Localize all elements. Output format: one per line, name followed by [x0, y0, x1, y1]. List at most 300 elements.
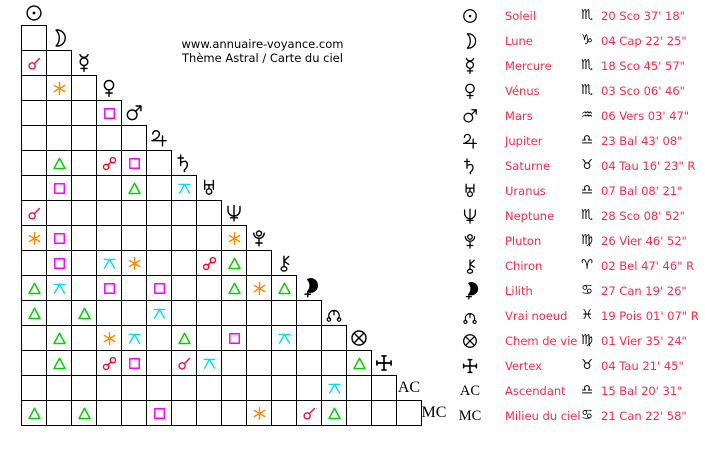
- trine-aspect-icon: [52, 331, 67, 346]
- diagonal-planet-cell: [171, 150, 197, 176]
- aspect-cell: [196, 200, 222, 226]
- mercury-icon: [461, 57, 479, 75]
- diagonal-planet-cell: [246, 225, 272, 251]
- planet-name: Pluton: [505, 234, 542, 248]
- trine-aspect-icon: [352, 356, 367, 371]
- planet-name: Uranus: [505, 184, 546, 198]
- trine-aspect-icon: [177, 331, 192, 346]
- moon-icon: [461, 32, 479, 50]
- planet-row: [455, 153, 705, 179]
- planet-glyph-cell: [455, 384, 485, 399]
- square-aspect-icon: [52, 231, 67, 246]
- vertex-icon: [461, 357, 479, 375]
- jupiter-icon: [149, 128, 169, 148]
- sextile-aspect-icon: [102, 331, 117, 346]
- planet-row: [455, 3, 705, 29]
- planet-name: Vrai noeud: [505, 309, 568, 323]
- zodiac-sign-icon: ♏: [580, 207, 594, 224]
- aspect-cell: [71, 400, 97, 426]
- planet-name: Lune: [505, 34, 533, 48]
- node-icon: [461, 307, 479, 325]
- square-aspect-icon: [152, 281, 167, 296]
- aspect-cell: [296, 375, 322, 401]
- zodiac-sign-icon: ♒: [580, 107, 594, 124]
- conjunction-aspect-icon: [302, 406, 317, 421]
- planet-glyph-cell: [455, 257, 485, 275]
- aspect-cell: [21, 175, 47, 201]
- planet-position: 15 Bal 20' 31": [601, 384, 683, 398]
- vertex-icon: [374, 353, 394, 373]
- aspect-cell: [21, 75, 47, 101]
- aspect-cell: [121, 325, 147, 351]
- diagonal-planet-cell: [396, 375, 422, 401]
- sextile-aspect-icon: [127, 256, 142, 271]
- zodiac-sign-icon: ♓: [580, 307, 594, 324]
- aspect-cell: [196, 325, 222, 351]
- zodiac-sign-icon: ♋: [580, 407, 594, 424]
- aspect-cell: [21, 25, 47, 51]
- aspect-cell: [196, 350, 222, 376]
- planet-glyph-cell: [455, 107, 485, 125]
- planet-position: 04 Cap 22' 25": [601, 34, 687, 48]
- aspect-cell: [196, 300, 222, 326]
- aspect-cell: [21, 350, 47, 376]
- aspect-cell: [71, 150, 97, 176]
- neptune-icon: [461, 207, 479, 225]
- aspect-cell: [21, 400, 47, 426]
- zodiac-sign-icon: ♉: [580, 357, 594, 374]
- opposition-aspect-icon: [102, 356, 117, 371]
- square-aspect-icon: [52, 256, 67, 271]
- uranus-icon: [461, 182, 479, 200]
- planet-row: [455, 178, 705, 204]
- planet-position: 18 Sco 45' 57": [601, 59, 685, 73]
- aspect-cell: [46, 375, 72, 401]
- zodiac-sign-icon: ♈: [580, 257, 594, 274]
- diagonal-planet-cell: [271, 250, 297, 276]
- planet-name: Mercure: [505, 59, 552, 73]
- aspect-cell: [96, 125, 122, 151]
- aspect-cell: [321, 350, 347, 376]
- planet-name: Neptune: [505, 209, 555, 223]
- diagonal-planet-cell: [121, 100, 147, 126]
- aspect-cell: [21, 300, 47, 326]
- planet-positions-panel: [455, 0, 705, 450]
- aspect-cell: [46, 50, 72, 76]
- aspect-cell: [46, 275, 72, 301]
- aspect-cell: [121, 275, 147, 301]
- zodiac-sign-icon: ♎: [580, 132, 594, 149]
- aspect-cell: [221, 225, 247, 251]
- trine-aspect-icon: [127, 181, 142, 196]
- aspect-cell: [171, 300, 197, 326]
- conjunction-aspect-icon: [177, 356, 192, 371]
- neptune-icon: [224, 203, 244, 223]
- aspect-cell: [46, 300, 72, 326]
- aspect-cell: [46, 400, 72, 426]
- aspect-cell: [221, 325, 247, 351]
- aspect-cell: [146, 350, 172, 376]
- aspect-cell: [196, 225, 222, 251]
- square-aspect-icon: [127, 156, 142, 171]
- planet-position: 21 Can 22' 58": [601, 409, 687, 423]
- aspect-cell: [321, 375, 347, 401]
- planet-glyph-cell: [455, 182, 485, 200]
- midheaven-label: MC: [421, 404, 447, 421]
- aspect-cell: [46, 325, 72, 351]
- aspect-cell: [221, 375, 247, 401]
- aspect-cell: [46, 225, 72, 251]
- aspect-cell: [121, 225, 147, 251]
- sextile-aspect-icon: [252, 281, 267, 296]
- planet-position: 28 Sco 08' 52": [601, 209, 685, 223]
- planet-glyph-cell: [455, 282, 485, 300]
- diagonal-planet-cell: [21, 0, 47, 26]
- quincunx-aspect-icon: [152, 306, 167, 321]
- zodiac-sign-icon: ♏: [580, 82, 594, 99]
- conjunction-aspect-icon: [27, 56, 42, 71]
- planet-name: Lilith: [505, 284, 533, 298]
- aspect-cell: [296, 325, 322, 351]
- planet-row: [455, 203, 705, 229]
- planet-name: Vertex: [505, 359, 542, 373]
- aspect-cell: [46, 75, 72, 101]
- aspect-cell: [46, 100, 72, 126]
- zodiac-sign-icon: ♏: [580, 57, 594, 74]
- diagonal-planet-cell: [196, 175, 222, 201]
- uranus-icon: [199, 178, 219, 198]
- planet-name: Jupiter: [505, 134, 543, 148]
- aspect-cell: [96, 225, 122, 251]
- aspect-cell: [46, 125, 72, 151]
- aspect-cell: [196, 400, 222, 426]
- lifepath-icon: [461, 332, 479, 350]
- aspect-cell: [121, 125, 147, 151]
- aspect-cell: [21, 50, 47, 76]
- aspect-cell: [71, 250, 97, 276]
- trine-aspect-icon: [327, 406, 342, 421]
- pluto-icon: [461, 232, 479, 250]
- aspect-cell: [221, 300, 247, 326]
- sextile-aspect-icon: [252, 406, 267, 421]
- aspect-cell: [246, 300, 272, 326]
- aspect-cell: [196, 275, 222, 301]
- lifepath-icon: [349, 328, 369, 348]
- aspect-cell: [171, 175, 197, 201]
- aspect-cell: [71, 350, 97, 376]
- planet-position: 04 Tau 21' 45": [601, 359, 684, 373]
- aspect-cell: [246, 375, 272, 401]
- aspect-cell: [21, 275, 47, 301]
- diagonal-planet-cell: [421, 400, 447, 426]
- planet-row: [455, 228, 705, 254]
- aspect-cell: [371, 375, 397, 401]
- aspect-cell: [121, 250, 147, 276]
- aspect-cell: [96, 300, 122, 326]
- moon-icon: [49, 28, 69, 48]
- planet-row: [455, 53, 705, 79]
- trine-aspect-icon: [77, 406, 92, 421]
- aspect-cell: [96, 250, 122, 276]
- diagonal-planet-cell: [71, 50, 97, 76]
- aspect-cell: [46, 200, 72, 226]
- aspect-cell: [46, 250, 72, 276]
- square-aspect-icon: [127, 356, 142, 371]
- aspect-cell: [321, 400, 347, 426]
- aspect-cell: [246, 325, 272, 351]
- venus-icon: [99, 78, 119, 98]
- aspect-cell: [96, 275, 122, 301]
- aspect-cell: [196, 250, 222, 276]
- lilith-icon: [461, 282, 479, 300]
- aspect-cell: [196, 375, 222, 401]
- trine-aspect-icon: [227, 281, 242, 296]
- aspect-cell: [21, 200, 47, 226]
- planet-position: 27 Can 19' 26": [601, 284, 687, 298]
- planet-position: 06 Vers 03' 47": [601, 109, 690, 123]
- opposition-aspect-icon: [102, 156, 117, 171]
- venus-icon: [461, 82, 479, 100]
- square-aspect-icon: [102, 281, 117, 296]
- planet-name: Saturne: [505, 159, 551, 173]
- aspect-cell: [146, 250, 172, 276]
- aspect-cell: [171, 400, 197, 426]
- aspect-cell: [246, 275, 272, 301]
- aspect-cell: [71, 75, 97, 101]
- aspect-cell: [71, 175, 97, 201]
- aspect-cell: [346, 350, 372, 376]
- quincunx-aspect-icon: [202, 356, 217, 371]
- aspect-cell: [246, 250, 272, 276]
- aspect-cell: [146, 325, 172, 351]
- planet-glyph-cell: [455, 7, 485, 25]
- planet-glyph-cell: [455, 307, 485, 325]
- aspect-cell: [296, 350, 322, 376]
- aspect-cell: [371, 400, 397, 426]
- aspect-cell: [271, 300, 297, 326]
- aspect-cell: [21, 100, 47, 126]
- aspect-cell: [146, 225, 172, 251]
- planet-glyph-cell: [455, 157, 485, 175]
- site-url: www.annuaire-voyance.com: [181, 37, 344, 51]
- aspect-cell: [121, 375, 147, 401]
- planet-glyph-cell: [455, 332, 485, 350]
- diagonal-planet-cell: [346, 325, 372, 351]
- diagonal-planet-cell: [296, 275, 322, 301]
- trine-aspect-icon: [52, 156, 67, 171]
- aspect-cell: [171, 250, 197, 276]
- planet-row: [455, 403, 705, 429]
- aspect-cell: [246, 350, 272, 376]
- aspect-cell: [246, 400, 272, 426]
- aspect-cell: [171, 275, 197, 301]
- aspect-cell: [121, 350, 147, 376]
- trine-aspect-icon: [77, 306, 92, 321]
- aspect-cell: [46, 150, 72, 176]
- planet-glyph-cell: [455, 357, 485, 375]
- aspect-cell: [146, 200, 172, 226]
- planet-name: Soleil: [505, 9, 536, 23]
- aspect-cell: [96, 325, 122, 351]
- aspect-cell: [146, 175, 172, 201]
- aspect-cell: [296, 300, 322, 326]
- aspect-cell: [96, 400, 122, 426]
- aspect-cell: [71, 200, 97, 226]
- aspect-cell: [146, 150, 172, 176]
- trine-aspect-icon: [227, 256, 242, 271]
- trine-aspect-icon: [277, 281, 292, 296]
- midheaven-label: MC: [458, 407, 482, 424]
- diagonal-planet-cell: [146, 125, 172, 151]
- diagonal-planet-cell: [96, 75, 122, 101]
- planet-position: 26 Vier 46' 52": [601, 234, 687, 248]
- aspect-cell: [146, 300, 172, 326]
- aspect-cell: [271, 375, 297, 401]
- conjunction-aspect-icon: [27, 206, 42, 221]
- aspect-cell: [271, 325, 297, 351]
- aspect-cell: [171, 375, 197, 401]
- aspect-cell: [146, 275, 172, 301]
- aspect-cell: [21, 150, 47, 176]
- planet-glyph-cell: [455, 207, 485, 225]
- aspect-cell: [96, 200, 122, 226]
- trine-aspect-icon: [52, 356, 67, 371]
- aspect-cell: [21, 375, 47, 401]
- title-block: [150, 37, 375, 65]
- quincunx-aspect-icon: [52, 281, 67, 296]
- planet-name: Mars: [505, 109, 533, 123]
- planet-position: 02 Bel 47' 46" R: [601, 259, 695, 273]
- square-aspect-icon: [152, 406, 167, 421]
- node-icon: [324, 303, 344, 323]
- planet-position: 23 Bal 43' 08": [601, 134, 683, 148]
- planet-row: [455, 378, 705, 404]
- planet-row: [455, 78, 705, 104]
- planet-row: [455, 103, 705, 129]
- aspect-cell: [221, 275, 247, 301]
- mars-icon: [124, 103, 144, 123]
- chiron-icon: [461, 257, 479, 275]
- zodiac-sign-icon: ♑: [580, 32, 594, 49]
- aspect-cell: [121, 200, 147, 226]
- diagonal-planet-cell: [371, 350, 397, 376]
- aspect-cell: [221, 400, 247, 426]
- aspect-cell: [121, 400, 147, 426]
- aspect-cell: [221, 350, 247, 376]
- chart-subtitle: Thème Astral / Carte du ciel: [182, 51, 343, 65]
- planet-name: Chiron: [505, 259, 543, 273]
- aspect-cell: [346, 375, 372, 401]
- jupiter-icon: [461, 132, 479, 150]
- planet-glyph-cell: [455, 409, 485, 424]
- aspect-cell: [71, 225, 97, 251]
- planet-row: [455, 128, 705, 154]
- aspect-cell: [21, 225, 47, 251]
- planet-name: Ascendant: [505, 384, 566, 398]
- sextile-aspect-icon: [52, 81, 67, 96]
- saturn-icon: [174, 153, 194, 173]
- aspect-cell: [46, 350, 72, 376]
- aspect-cell: [271, 350, 297, 376]
- aspect-cell: [221, 250, 247, 276]
- planet-glyph-cell: [455, 82, 485, 100]
- quincunx-aspect-icon: [277, 331, 292, 346]
- trine-aspect-icon: [27, 306, 42, 321]
- planet-row: [455, 303, 705, 329]
- planet-glyph-cell: [455, 57, 485, 75]
- aspect-cell: [271, 400, 297, 426]
- aspect-cell: [271, 275, 297, 301]
- aspect-cell: [171, 325, 197, 351]
- sun-icon: [461, 7, 479, 25]
- aspect-cell: [96, 150, 122, 176]
- aspect-cell: [296, 400, 322, 426]
- planet-row: [455, 253, 705, 279]
- trine-aspect-icon: [27, 281, 42, 296]
- pluto-icon: [249, 228, 269, 248]
- aspect-cell: [171, 200, 197, 226]
- quincunx-aspect-icon: [102, 256, 117, 271]
- trine-aspect-icon: [27, 406, 42, 421]
- aspect-cell: [96, 375, 122, 401]
- planet-row: [455, 278, 705, 304]
- aspect-cell: [71, 375, 97, 401]
- planet-glyph-cell: [455, 32, 485, 50]
- zodiac-sign-icon: ♍: [580, 332, 594, 349]
- zodiac-sign-icon: ♎: [580, 182, 594, 199]
- aspect-cell: [396, 400, 422, 426]
- chiron-icon: [274, 253, 294, 273]
- aspect-cell: [71, 125, 97, 151]
- opposition-aspect-icon: [202, 256, 217, 271]
- aspect-cell: [71, 325, 97, 351]
- square-aspect-icon: [227, 331, 242, 346]
- quincunx-aspect-icon: [127, 331, 142, 346]
- aspect-cell: [21, 125, 47, 151]
- zodiac-sign-icon: ♉: [580, 157, 594, 174]
- planet-glyph-cell: [455, 132, 485, 150]
- aspect-cell: [46, 175, 72, 201]
- planet-position: 19 Pois 01' 07" R: [601, 309, 699, 323]
- planet-row: [455, 328, 705, 354]
- planet-row: [455, 28, 705, 54]
- aspect-cell: [146, 375, 172, 401]
- planet-position: 01 Vier 35' 24": [601, 334, 687, 348]
- planet-name: Vénus: [505, 84, 540, 98]
- zodiac-sign-icon: ♏: [580, 7, 594, 24]
- mercury-icon: [74, 53, 94, 73]
- mars-icon: [461, 107, 479, 125]
- planet-name: Milieu du ciel: [505, 409, 581, 423]
- aspect-cell: [121, 150, 147, 176]
- planet-position: 20 Sco 37' 18": [601, 9, 685, 23]
- aspect-cell: [346, 400, 372, 426]
- planet-position: 07 Bal 08' 21": [601, 184, 683, 198]
- aspect-cell: [71, 275, 97, 301]
- zodiac-sign-icon: ♋: [580, 282, 594, 299]
- aspect-cell: [21, 325, 47, 351]
- planet-position: 03 Sco 06' 46": [601, 84, 685, 98]
- ascendant-label: AC: [397, 379, 421, 396]
- sextile-aspect-icon: [227, 231, 242, 246]
- diagonal-planet-cell: [221, 200, 247, 226]
- aspect-cell: [321, 325, 347, 351]
- quincunx-aspect-icon: [327, 381, 342, 396]
- aspect-cell: [146, 400, 172, 426]
- aspect-cell: [96, 350, 122, 376]
- planet-name: Chem de vie: [505, 334, 578, 348]
- saturn-icon: [461, 157, 479, 175]
